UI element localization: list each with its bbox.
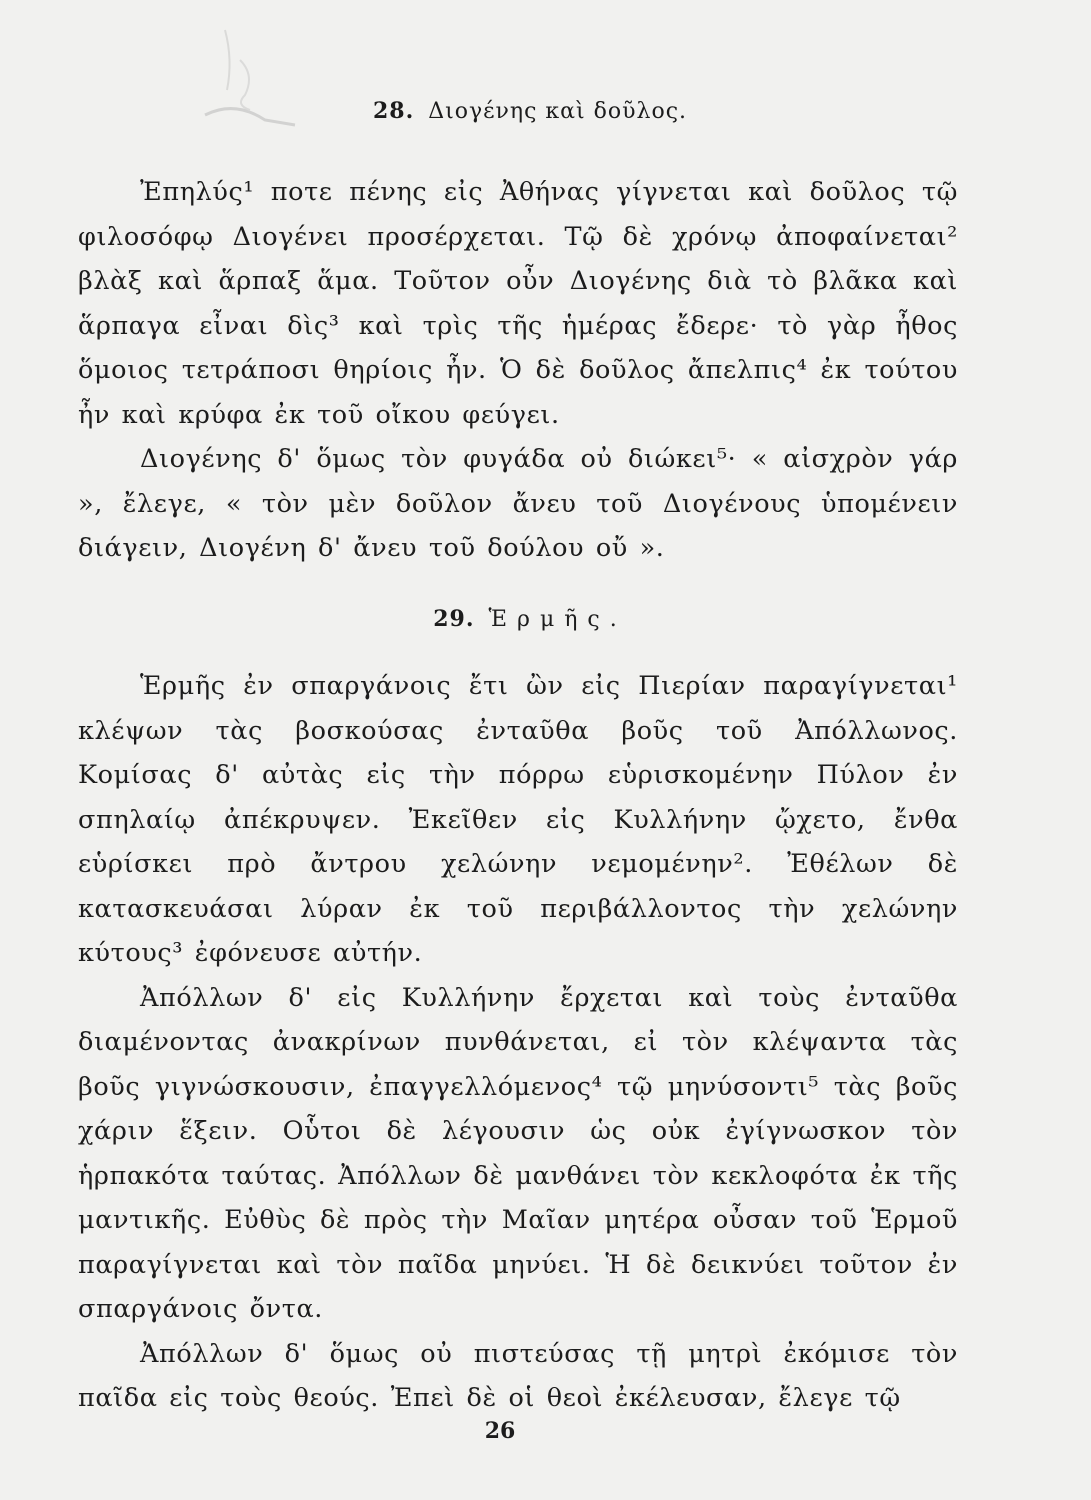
paragraph: Διογένης δ' ὅμως τὸν φυγάδα οὐ διώκει⁵· « αἰσχρὸν γάρ », ἔλεγε, « τὸν μὲν δοῦλον ἄνευ τοῦ Διογένους ὑπομένειν διάγειν, Διογένη δ' ἄνευ τοῦ δούλου οὔ ». (78, 444, 958, 563)
section-title: Ἑρμῆς. (488, 607, 627, 632)
paragraph: Ἑρμῆς ἐν σπαργάνοις ἔτι ὢν εἰς Πιερίαν παραγίγνεται¹ κλέψων τὰς βοσκούσας ἐνταῦθα βοῦς τοῦ Ἀπόλλωνος. Κομίσας δ' αὐτὰς εἰς τὴν πόρρω εὑρισκομένην Πύλον ἐν σπηλαίῳ ἀπέκρυψεν. Ἐκεῖθεν εἰς Κυλλήνην ᾤχετο, ἔνθα εὑρίσκει πρὸ ἄντρου χελώνην νεμομένην². Ἐθέλων δὲ κατασκευάσαι λύραν ἐκ τοῦ περιβάλλοντος τὴν χελώνην κύτους³ ἐφόνευσε αὐτήν. (78, 671, 958, 968)
paragraph: Ἐπηλύς¹ ποτε πένης εἰς Ἀθήνας γίγνεται καὶ δοῦλος τῷ φιλοσόφῳ Διογένει προσέρχεται. Τῷ δὲ χρόνῳ ἀποφαίνεται² βλὰξ καὶ ἅρπαξ ἅμα. Τοῦτον οὖν Διογένης διὰ τὸ βλᾶκα καὶ ἅρπαγα εἶναι δὶς³ καὶ τρὶς τῆς ἡμέρας ἔδερε· τὸ γὰρ ἦθος ὅμοιος τετράποσι θηρίοις ἦν. Ὁ δὲ δοῦλος ἄπελπις⁴ ἐκ τούτου ἦν καὶ κρύφα ἐκ τοῦ οἴκου φεύγει. (78, 177, 958, 430)
paragraph: Ἀπόλλων δ' ὅμως οὐ πιστεύσας τῇ μητρὶ ἐκόμισε τὸν παῖδα εἰς τοὺς θεούς. Ἐπεὶ δὲ οἱ θεοὶ ἐκέλευσαν, ἔλεγε τῷ (78, 1338, 958, 1413)
section-28-heading (180, 98, 880, 124)
paragraph: Ἀπόλλων δ' εἰς Κυλλήνην ἔρχεται καὶ τοὺς ἐνταῦθα διαμένοντας ἀνακρίνων πυνθάνεται, εἰ τὸν κλέψαντα τὰς βοῦς γιγνώσκουσιν, ἐπαγγελλόμενος⁴ τῷ μηνύσοντι⁵ τὰς βοῦς χάριν ἕξειν. Οὗτοι δὲ λέγουσιν ὡς οὐκ ἐγίγνωσκον τὸν ἡρπακότα ταύτας. Ἀπόλλων δὲ μανθάνει τὸν κεκλοφότα ἐκ τῆς μαντικῆς. Εὐθὺς δὲ πρὸς τὴν Μαῖαν μητέρα οὖσαν τοῦ Ἑρμοῦ παραγίγνεται καὶ τὸν παῖδα μηνύει. Ἡ δὲ δεικνύει τοῦτον ἐν σπαργάνοις ὄντα. (78, 982, 958, 1324)
section-number: 28. (372, 98, 415, 124)
section-29-body (78, 664, 958, 1421)
section-28-body (78, 170, 958, 571)
section-number: 29. (433, 606, 475, 632)
section-title: Διογένης καὶ δοῦλος. (428, 99, 688, 124)
page-number: 26 (484, 1418, 516, 1444)
section-29-heading (180, 606, 880, 632)
